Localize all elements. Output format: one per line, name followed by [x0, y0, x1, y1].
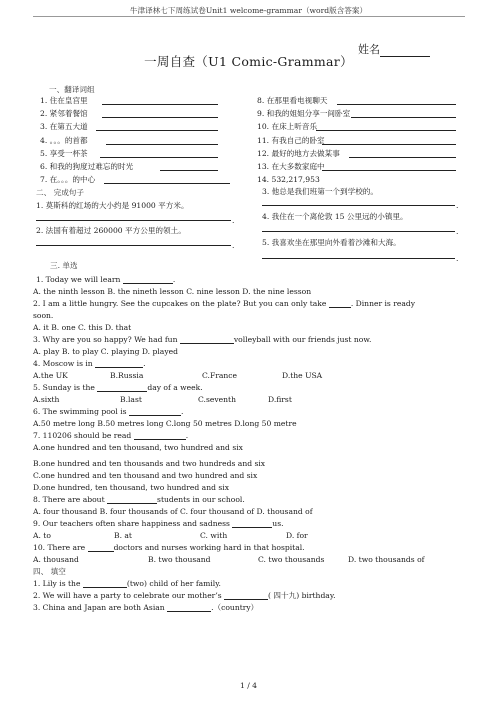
question: 2. We will have a party to celebrate our mother’s ( 四十九) birthday.: [33, 591, 336, 600]
answer-blank[interactable]: [337, 104, 456, 105]
question: 3. Why are you so happy? We had fun volleyball with our friends just now.: [33, 335, 372, 344]
sec1-item: 4. 。。。的首都: [40, 136, 88, 145]
sec1-item: 3. 在第五大道: [40, 122, 88, 131]
answer-blank[interactable]: [224, 591, 268, 600]
answer-blank[interactable]: [232, 519, 272, 528]
option-a: A. to: [33, 531, 51, 540]
sec1-item: 6. 和我的狗度过难忘的时光: [40, 162, 134, 171]
option-b: B.one hundred and ten thousands and two hundreds and six: [33, 459, 266, 468]
answer-blank[interactable]: [180, 335, 234, 344]
option-b: B.Russia: [110, 371, 144, 380]
question: 1. Lily is the (two) child of her family.: [33, 579, 221, 588]
sec1-item: 10. 在床上听音乐: [257, 122, 318, 131]
answer-blank[interactable]: [95, 359, 143, 368]
options: A. four thousand B. four thousands of C. four thousand of D. thousand of: [33, 507, 313, 516]
answer-blank[interactable]: [107, 495, 157, 504]
sec2-sentence: 2. 法国有着超过 260000 平方公里的领土。: [36, 226, 186, 235]
answer-blank[interactable]: [160, 170, 218, 171]
answer-line[interactable]: [36, 245, 231, 246]
name-label: 姓名: [358, 43, 380, 56]
sec2-sentence: 5. 我喜欢坐在那里向外看着沙滩和大海。: [262, 238, 401, 247]
options: A.50 metre long B.50 metres long C.long 50 metres D.long 50 metre: [33, 419, 297, 428]
option-c: C. two thousands: [258, 555, 325, 564]
sec2-sentence: 3. 他总是我们班第一个到学校的。: [262, 187, 378, 196]
question: 3. China and Japan are both Asian .（country）: [33, 603, 259, 612]
sec1-item: 13. 在大多数家庭中: [257, 162, 325, 171]
option-d: D. for: [286, 531, 308, 540]
sec1-item: 8. 在那里看电视聊天: [257, 96, 328, 105]
sec1-item: 5. 享受一杯茶: [40, 149, 88, 158]
sec2-sentence: 4. 我住在一个离伦敦 15 公里远的小镇里。: [262, 212, 408, 221]
answer-blank[interactable]: [104, 183, 230, 184]
answer-line[interactable]: [262, 205, 455, 206]
option-c: C.seventh: [198, 395, 236, 404]
answer-blank[interactable]: [349, 157, 456, 158]
question: 9. Our teachers often share happiness and sadness us.: [33, 519, 284, 528]
option-d: D.first: [268, 395, 292, 404]
answer-blank[interactable]: [316, 130, 456, 131]
worksheet-page: 牛津译林七下周练试卷Unit1 welcome-grammar（word版含答案） 姓名 一周自查（U1 Comic-Grammar） 一、翻译词组 1. 住在皇宫里 2. 紧邻着餐馆 3. 在第五大道 4. 。。。的首都 5. 享受一杯茶 6. 和我的狗度过难忘的时光 7. 在。。。的中心 8. 在那里看电视聊天 9. 和我的姐姐分享一间卧室 10. 在床上听音乐 11. 有我自己的卧室 12. 最好的地方去做某事 13. 在大多数家庭中 14. 532,217,953 二、 完成句子 1. 莫斯科的红场的大小约是 91000 平方米。 . 2. 法国有着超过 260000 平方公里的领土。 . 3. 他总是我们班第一个到学校的。 . 4. 我住在一个离伦敦 15 公里远的小镇里。 . 5. 我喜欢坐在那里向外看着沙滩和大海。 . 三. 单选 1. Today we will learn . A. the ninth lesson B. the nineth lesson C. nine lesson D. the nine lesson 2. I am a little hungry. See the cupcakes on the plate? But you can only take . Dinner is ready soon. A. it B. one C. this D. that 3. Why are you so happy? We had fun volleyball with our friends just now. A. play B. to play C. playing D. played 4. Moscow is in . A.the UK B.Russia C.France D.the USA 5. Sunday is the day of a week. A.sixth B.last C.seventh D.first 6. The swimming pool is . A.50 metre long B.50 metres long C.long 50 metres D.long 50 metre 7. 110206 should be read . A.one hundred and ten thousand, two hundred and six B.one hundred and ten thousands and two hundreds and six C.one hundred and ten thousand and two hundred and six D.one hundred, ten thousand, two hundred and six 8. There are about students in our school. A. four thousand B. four thousands of C. four thousand of D. thousand of 9. Our teachers often share happiness and sadness us. A. to B. at C. with D. for 10. There are doctors and nurses working hard in that hospital. A. thousand B. two thousand C. two thousands D. two thousands of 四、 填空 1. Lily is the (two) child of her family. 2. We will have a party to celebrate our mother’s ( 四十九) birthday. 3. China and Japan are both Asian .（country） 1 / 4: [0, 0, 497, 702]
answer-blank[interactable]: [129, 407, 181, 416]
options: A. the ninth lesson B. the nineth lesson C. nine lesson D. the nine lesson: [33, 287, 312, 296]
answer-blank[interactable]: [167, 603, 211, 612]
header-divider: [33, 16, 465, 17]
sec1-item: 1. 住在皇宫里: [40, 96, 88, 105]
question: 2. I am a little hungry. See the cupcakes on the plate? But you can only take . Dinner is ready: [33, 299, 416, 308]
page-header: 牛津译林七下周练试卷Unit1 welcome-grammar（word版含答案）: [129, 6, 368, 15]
answer-line[interactable]: [262, 231, 455, 232]
question: 4. Moscow is in .: [33, 359, 146, 368]
sec2-sentence: 1. 莫斯科的红场的大小约是 91000 平方米。: [36, 201, 189, 210]
options: A. it B. one C. this D. that: [33, 323, 132, 332]
option-c: C.France: [202, 371, 238, 380]
sec1-item: 9. 和我的姐姐分享一间卧室: [257, 109, 351, 118]
answer-blank[interactable]: [106, 144, 218, 145]
sec1-item: 7. 在。。。的中心: [40, 175, 96, 184]
answer-blank[interactable]: [123, 275, 173, 284]
answer-blank[interactable]: [97, 383, 147, 392]
answer-blank[interactable]: [322, 144, 456, 145]
answer-blank[interactable]: [102, 104, 218, 105]
section2-heading: 二、 完成句子: [36, 188, 84, 197]
sec1-item: 12. 最好的地方去做某事: [257, 149, 340, 158]
section4-heading: 四、 填空: [33, 567, 66, 576]
answer-blank[interactable]: [102, 117, 218, 118]
answer-blank[interactable]: [134, 431, 186, 440]
page-number: 1 / 4: [239, 681, 258, 690]
answer-blank[interactable]: [83, 579, 127, 588]
question: 8. There are about students in our school.: [33, 495, 245, 504]
option-d: D. two thousands of: [348, 555, 425, 564]
section1-heading: 一、翻译词组: [49, 85, 95, 94]
question: 10. There are doctors and nurses working hard in that hospital.: [33, 543, 305, 552]
question-cont: soon.: [33, 311, 54, 320]
answer-blank[interactable]: [329, 299, 351, 308]
option-b: B. two thousand: [148, 555, 211, 564]
section3-heading: 三. 单选: [50, 261, 78, 270]
answer-blank[interactable]: [88, 543, 114, 552]
answer-blank[interactable]: [322, 170, 456, 171]
option-b: B. at: [114, 531, 132, 540]
option-a: A.the UK: [33, 371, 68, 380]
question: 7. 110206 should be read .: [33, 431, 189, 440]
answer-line[interactable]: [36, 220, 231, 221]
sec1-item: 2. 紧邻着餐馆: [40, 109, 88, 118]
worksheet-title: 一周自查（U1 Comic-Grammar）: [144, 54, 353, 69]
question: 6. The swimming pool is .: [33, 407, 184, 416]
option-c: C.one hundred and ten thousand and two hundred and six: [33, 471, 258, 480]
sec1-item: 11. 有我自己的卧室: [257, 136, 325, 145]
option-c: C. with: [200, 531, 228, 540]
option-d: D.one hundred, ten thousand, two hundred and six: [33, 483, 229, 492]
option-a: A. thousand: [33, 555, 79, 564]
question: 1. Today we will learn .: [36, 275, 176, 284]
option-d: D.the USA: [282, 371, 323, 380]
options: A. play B. to play C. playing D. played: [33, 347, 178, 356]
question: 5. Sunday is the day of a week.: [33, 383, 203, 392]
answer-blank[interactable]: [96, 130, 218, 131]
sec1-item: 14. 532,217,953: [257, 175, 320, 184]
option-b: B.last: [120, 395, 142, 404]
option-a: A.sixth: [33, 395, 60, 404]
answer-blank[interactable]: [100, 157, 218, 158]
answer-blank[interactable]: [351, 117, 456, 118]
answer-line[interactable]: [262, 258, 455, 259]
option-a: A.one hundred and ten thousand, two hundred and six: [33, 443, 243, 452]
